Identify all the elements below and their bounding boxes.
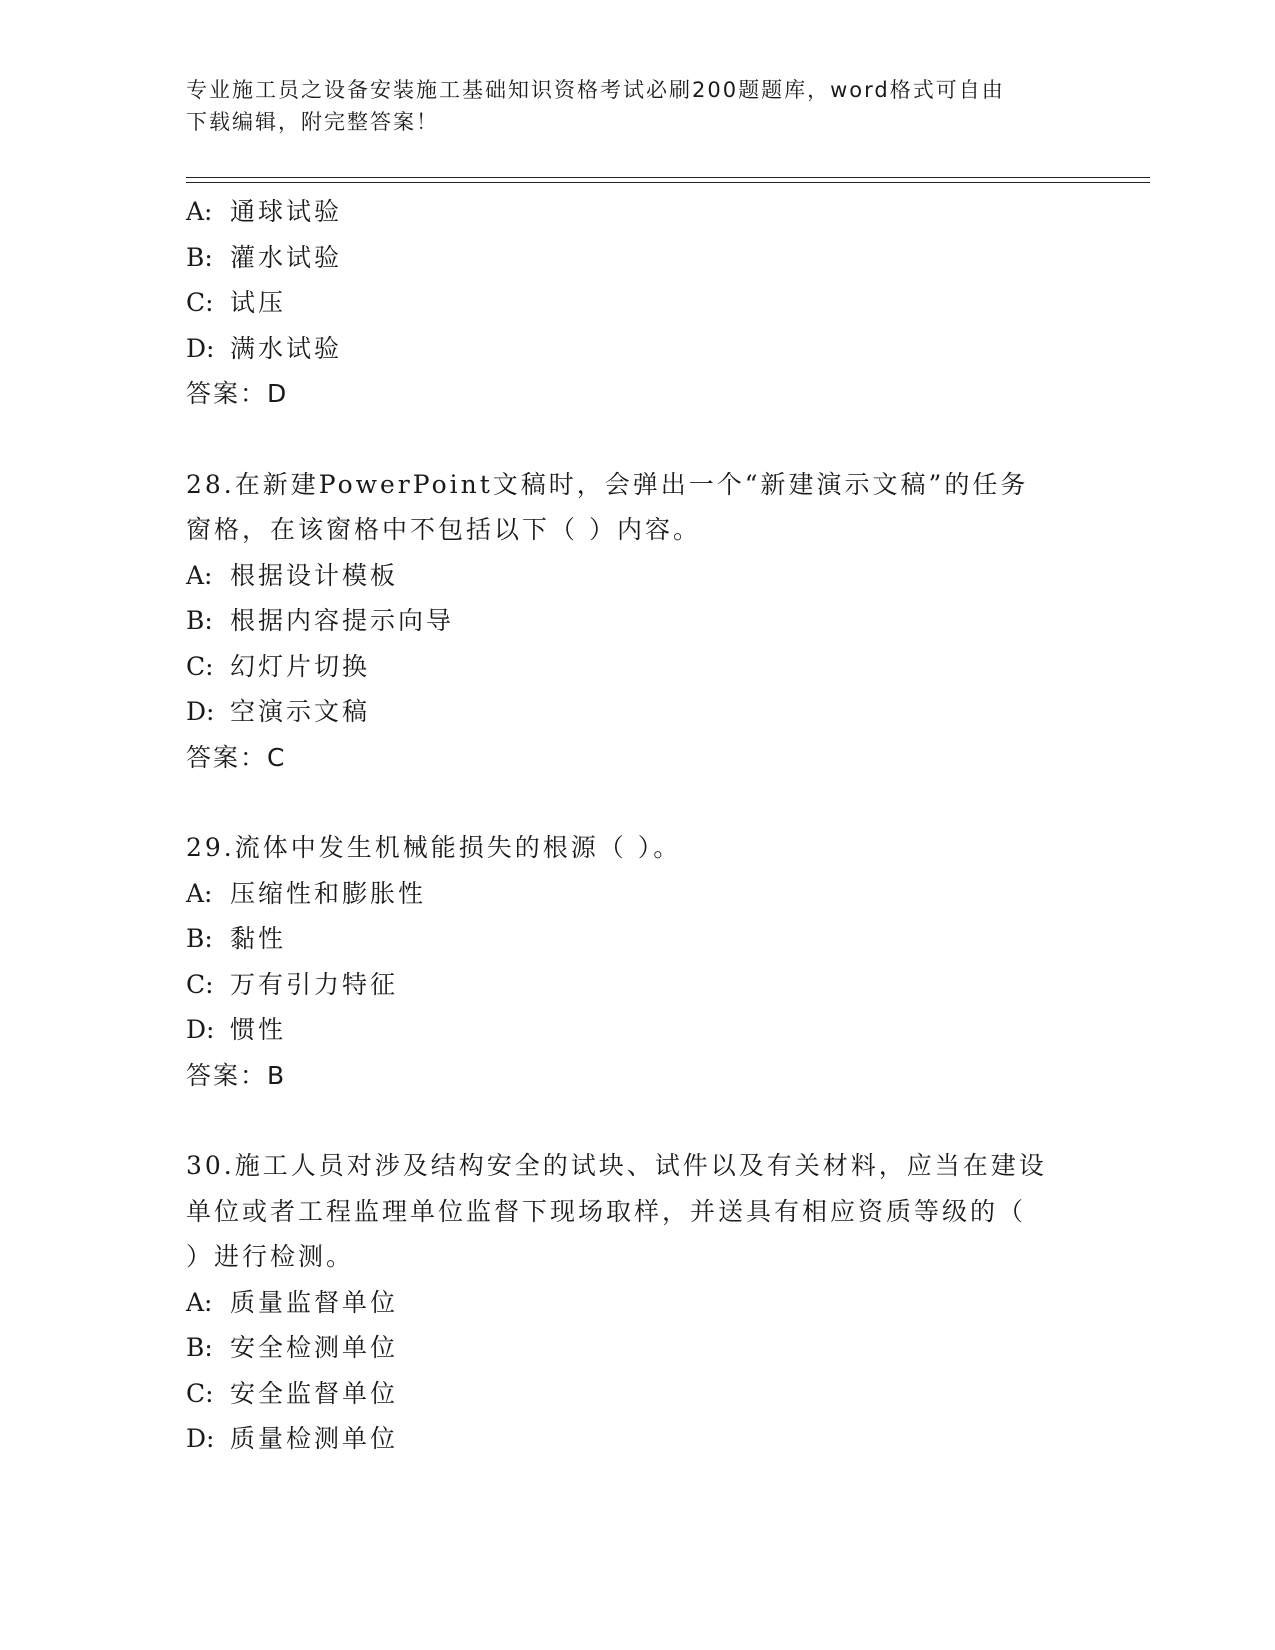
option-letter: A: [186, 878, 213, 908]
option-text: 质量检测单位 [230, 1424, 399, 1453]
option-text: 惯性 [230, 1015, 287, 1044]
option-letter: D: [186, 697, 215, 726]
option-letter: C: [186, 1378, 214, 1408]
option-letter: A: [186, 197, 213, 226]
option-text: 根据内容提示向导 [230, 606, 455, 635]
option-letter: D: [186, 333, 215, 363]
question-stem-line: 29.流体中发生机械能损失的根源（ ）。 [186, 833, 682, 862]
spacer [186, 417, 1066, 462]
option-text: 根据设计模板 [230, 560, 399, 590]
option-letter: A: [186, 1287, 213, 1317]
option-a [186, 189, 1066, 235]
option-letter: B: [186, 606, 213, 635]
option-text: 安全监督单位 [230, 1378, 399, 1408]
option-d [186, 326, 1066, 372]
option-a [186, 871, 1066, 917]
option-c [186, 1371, 1066, 1417]
header-rule-bottom [186, 182, 1150, 183]
option-text: 试压 [230, 288, 287, 317]
option-text: 质量监督单位 [230, 1287, 399, 1317]
option-b [186, 235, 1066, 281]
option-letter: B: [186, 242, 213, 272]
header-rule-top [186, 177, 1150, 178]
option-letter: D: [186, 1424, 215, 1453]
header-line-2: 下载编辑，附完整答案！ [186, 110, 439, 134]
question-stem-line: 窗格，在该窗格中不包括以下（ ）内容。 [186, 515, 701, 544]
question-29 [186, 825, 1066, 1098]
option-text: 万有引力特征 [230, 969, 399, 999]
question-stem-line: ）进行检测。 [186, 1242, 355, 1271]
option-b [186, 1325, 1066, 1371]
option-d [186, 689, 1066, 735]
spacer [186, 1098, 1066, 1143]
question-30 [186, 1143, 1066, 1462]
option-letter: C: [186, 969, 214, 999]
option-text: 通球试验 [230, 197, 343, 226]
option-b [186, 598, 1066, 644]
option-letter: C: [186, 288, 214, 317]
question-28 [186, 462, 1066, 781]
option-letter: B: [186, 1333, 213, 1362]
question-list [186, 189, 1066, 1462]
option-b [186, 916, 1066, 962]
option-text: 满水试验 [230, 333, 343, 363]
header-line-1: 专业施工员之设备安装施工基础知识资格考试必刷200题题库，word格式可自由 [186, 78, 1005, 102]
option-text: 安全检测单位 [230, 1333, 399, 1362]
question-stem-line: 单位或者工程监理单位监督下现场取样，并送具有相应资质等级的（ [186, 1196, 1027, 1226]
option-a [186, 553, 1066, 599]
option-c [186, 644, 1066, 690]
option-c [186, 962, 1066, 1008]
option-d [186, 1007, 1066, 1053]
option-text: 灌水试验 [230, 242, 343, 272]
option-text: 压缩性和膨胀性 [230, 878, 427, 908]
option-a [186, 1280, 1066, 1326]
question-27-options [186, 189, 1066, 417]
question-stem-line: 30.施工人员对涉及结构安全的试块、试件以及有关材料，应当在建设 [186, 1151, 1047, 1180]
option-letter: B: [186, 924, 213, 953]
question-stem-line: 28.在新建PowerPoint文稿时，会弹出一个“新建演示文稿”的任务 [186, 469, 1029, 499]
document-header [186, 74, 1066, 138]
option-d [186, 1416, 1066, 1462]
option-text: 黏性 [230, 924, 287, 953]
answer-label: 答案：B [186, 1060, 287, 1090]
answer-label: 答案：D [186, 379, 289, 408]
option-letter: A: [186, 560, 213, 590]
option-text: 空演示文稿 [230, 697, 371, 726]
option-letter: D: [186, 1015, 215, 1044]
answer-label: 答案：C [186, 742, 287, 772]
option-letter: C: [186, 651, 214, 681]
option-text: 幻灯片切换 [230, 651, 371, 681]
option-c [186, 280, 1066, 326]
spacer [186, 780, 1066, 825]
